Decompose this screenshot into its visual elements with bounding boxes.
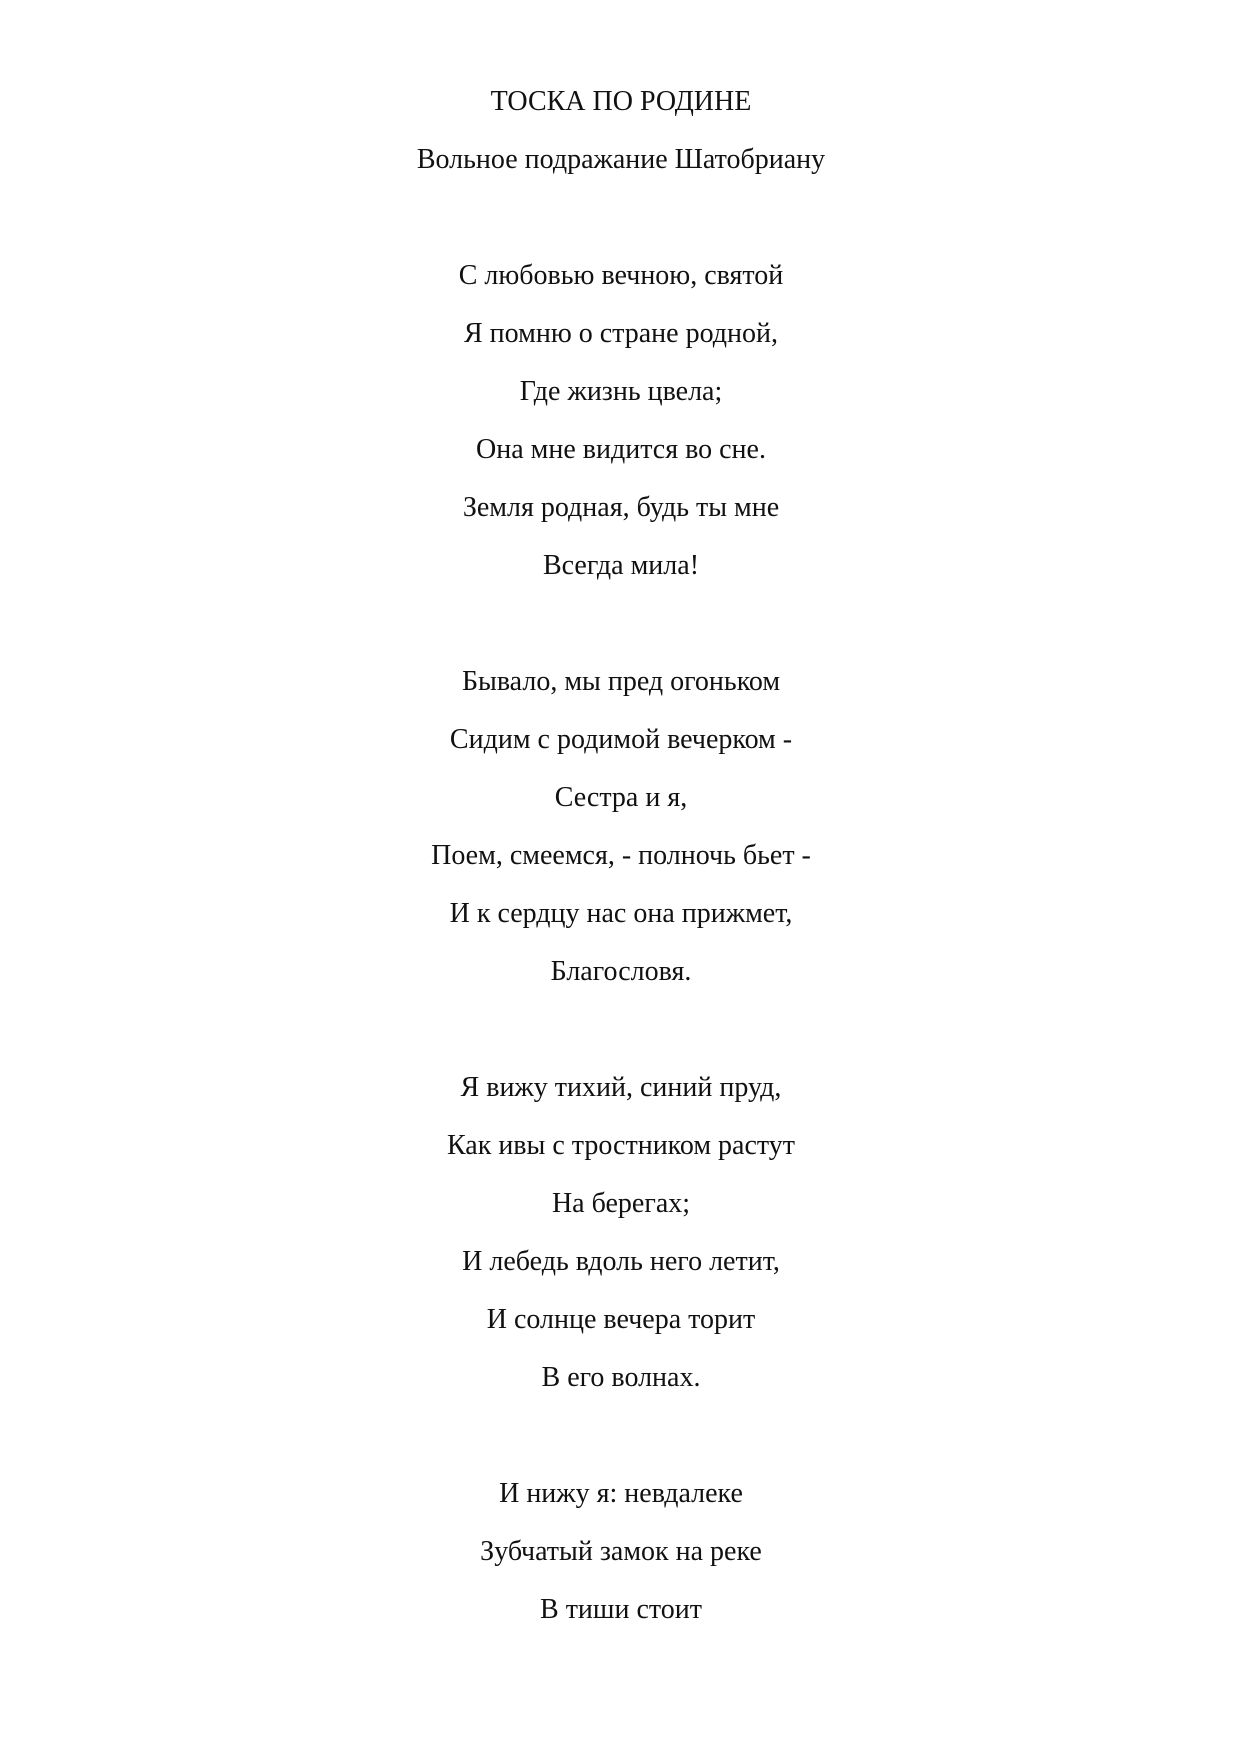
verse-line: Она мне видится во сне. [476,434,766,465]
verse-line: Зубчатый замок на реке [480,1536,762,1567]
verse-line: Я вижу тихий, синий пруд, [460,1072,782,1103]
verse-line: Поем, смеемся, - полночь бьет - [431,840,811,871]
verse-line: Я помню о стране родной, [463,318,778,349]
verse-line: И к сердцу нас она прижмет, [449,898,793,929]
verse-line: Сестра и я, [554,782,688,813]
poem-title: ТОСКА ПО РОДИНЕ [490,86,752,117]
verse-line: И нижу я: невдалеке [499,1478,743,1509]
verse-line: Бывало, мы пред огоньком [461,666,781,697]
verse-line: На берегах; [551,1188,691,1219]
verse-line: И лебедь вдоль него летит, [462,1246,780,1277]
verse-line: Сидим с родимой вечерком - [449,724,793,755]
verse-line: Всегда мила! [542,550,700,581]
verse-line: И солнце вечера торит [486,1304,756,1335]
verse-line: В тиши стоит [540,1594,702,1625]
poem-subtitle: Вольное подражание Шатобриану [416,144,826,175]
verse-line: В его волнах. [541,1362,701,1393]
verse-line: Где жизнь цвела; [519,376,723,407]
verse-line: С любовью вечною, святой [458,260,784,291]
verse-line: Как ивы с тростником растут [446,1130,796,1161]
verse-line: Земля родная, будь ты мне [462,492,780,523]
verse-line: Благословя. [550,956,692,987]
